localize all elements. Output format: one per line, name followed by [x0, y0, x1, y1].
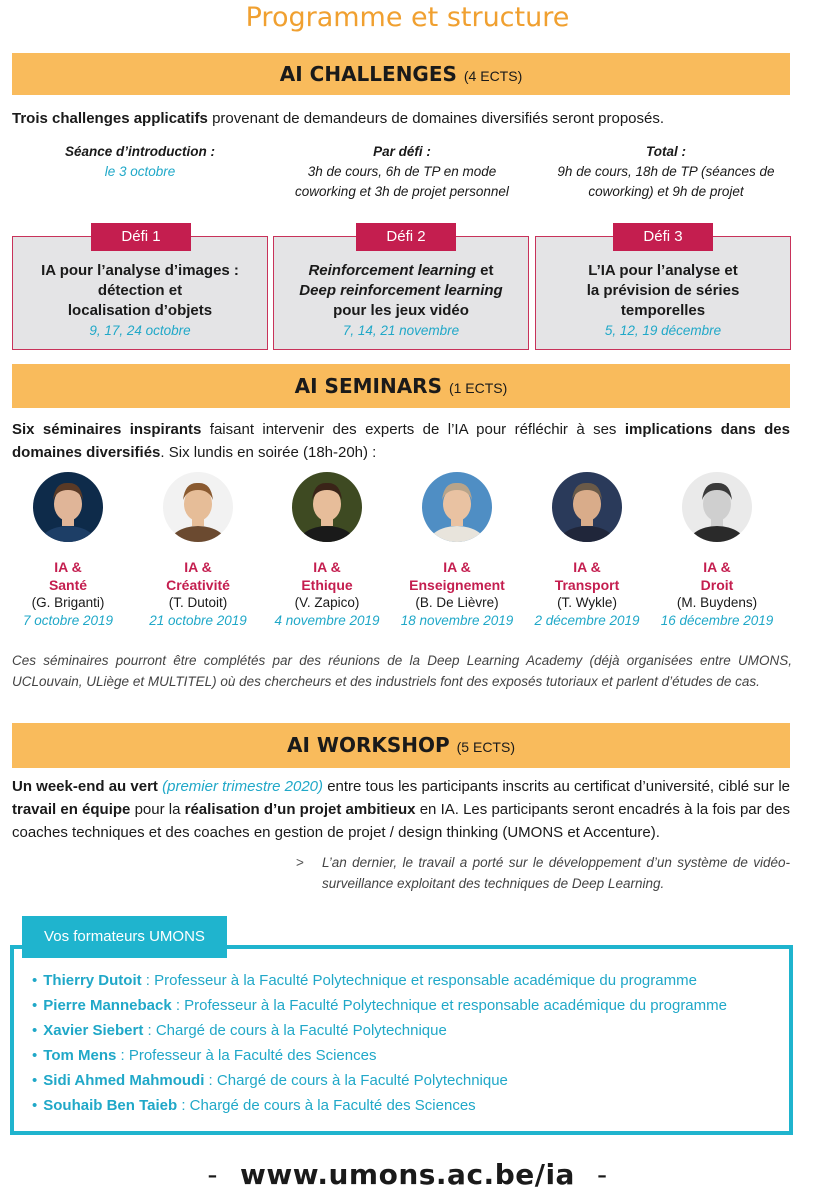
speaker-name: (B. De Lièvre) — [415, 595, 499, 610]
speaker-card — [262, 472, 392, 630]
speaker-date: 2 décembre 2019 — [534, 613, 640, 628]
challenges-title: AI CHALLENGES — [279, 62, 457, 86]
seminars-intro — [12, 418, 790, 464]
bullet-icon: • — [32, 1022, 38, 1039]
trainer-role: : Chargé de cours à la Faculté Polytechnique — [143, 1022, 447, 1039]
trainer-item — [32, 968, 792, 993]
workshop-title: AI WORKSHOP — [287, 733, 450, 757]
speaker-date: 16 décembre 2019 — [660, 613, 774, 628]
challenges-intro — [12, 107, 790, 130]
defi-title-line — [280, 261, 522, 281]
speaker-photo — [292, 472, 362, 542]
defi-2-title — [280, 261, 522, 321]
footer-url[interactable]: www.umons.ac.be/ia — [240, 1158, 575, 1191]
speaker-topic-line: IA & — [573, 559, 601, 575]
defi-3-title — [542, 261, 784, 321]
info-line: 3h de cours, 6h de TP en mode — [307, 164, 497, 179]
speaker-card — [652, 472, 782, 630]
defi-2-title-plain-1: et — [476, 262, 494, 279]
workshop-mid-1: entre tous les participants inscrits au certificat d’université, ciblé sur le — [323, 778, 790, 795]
workshop-mid-2: pour la — [130, 801, 185, 818]
trainer-name: Xavier Siebert — [43, 1022, 144, 1039]
info-line: le 3 octobre — [104, 164, 176, 179]
speaker-photo — [422, 472, 492, 542]
speaker-date: 7 octobre 2019 — [22, 613, 114, 628]
speaker-topic-line: IA & — [184, 559, 212, 575]
defi-3-box — [535, 236, 791, 350]
speaker-topic: Droit — [700, 577, 734, 593]
info-total — [541, 142, 791, 202]
info-heading: Par défi : — [373, 144, 431, 159]
bullet-icon: • — [32, 997, 38, 1014]
defi-2-title-italic-2: Deep reinforcement learning — [299, 282, 503, 299]
info-line: coworking et 3h de projet personnel — [295, 184, 509, 199]
footer-dash-left: - — [207, 1158, 219, 1191]
trainers-title: Vos formateurs UMONS — [22, 916, 227, 958]
speaker-photo — [682, 472, 752, 542]
speaker-date: 4 novembre 2019 — [274, 613, 380, 628]
trainer-item — [32, 1018, 792, 1043]
seminars-intro-end: . Six lundis en soirée (18h-20h) : — [160, 444, 377, 461]
speaker-topic: Enseignement — [409, 577, 505, 593]
info-heading: Séance d’introduction : — [64, 144, 215, 159]
bullet-icon: • — [32, 972, 38, 989]
seminars-intro-bold-1: Six séminaires inspirants — [12, 421, 202, 438]
defi-3-dates: 5, 12, 19 décembre — [604, 323, 722, 338]
speaker-name: (V. Zapico) — [294, 595, 360, 610]
chevron-right-icon: > — [296, 855, 304, 870]
defi-2-box — [273, 236, 529, 350]
page-title: Programme et structure — [245, 2, 570, 33]
challenges-section-bar — [12, 53, 790, 95]
speaker-topic: Santé — [48, 577, 88, 593]
info-line: 9h de cours, 18h de TP (séances de — [557, 164, 775, 179]
speaker-name: (G. Briganti) — [31, 595, 105, 610]
trainer-item — [32, 1043, 792, 1068]
seminars-ects: (1 ECTS) — [448, 380, 508, 396]
trainer-role: : Professeur à la Faculté Polytechnique et responsable académique du programme — [141, 972, 697, 989]
seminars-intro-mid: faisant intervenir des experts de l’IA pour réfléchir à ses — [201, 421, 625, 438]
speaker-card — [522, 472, 652, 630]
speaker-photo — [33, 472, 103, 542]
info-per-defi — [277, 142, 527, 202]
speaker-photo — [552, 472, 622, 542]
challenges-ects: (4 ECTS) — [463, 68, 523, 84]
bullet-icon: • — [32, 1097, 38, 1114]
trainer-role: : Chargé de cours à la Faculté des Sciences — [177, 1097, 476, 1114]
defi-title-line: L’IA pour l’analyse et — [588, 262, 738, 279]
bullet-icon: • — [32, 1047, 38, 1064]
trainer-item — [32, 993, 792, 1018]
defi-title-line: détection et — [97, 282, 183, 299]
trainer-name: Souhaib Ben Taieb — [43, 1097, 178, 1114]
speaker-name: (M. Buydens) — [676, 595, 758, 610]
defi-2-tag: Défi 2 — [356, 223, 456, 251]
workshop-note: L’an dernier, le travail a porté sur le développement d’un système de vidéo-surveillance exploitant des techniques de Deep Learning. — [322, 855, 790, 891]
defi-2-dates: 7, 14, 21 novembre — [342, 323, 460, 338]
workshop-bold-3: réalisation d’un projet ambitieux — [184, 801, 416, 818]
trainer-name: Pierre Manneback — [43, 997, 172, 1014]
defi-title-line: localisation d’objets — [67, 302, 213, 319]
speaker-topic-line: IA & — [313, 559, 341, 575]
trainer-item — [32, 1093, 792, 1118]
workshop-period: (premier trimestre 2020) — [162, 778, 324, 795]
defi-title-line: la prévision de séries — [586, 282, 740, 299]
footer — [0, 1158, 815, 1191]
speaker-topic-line: IA & — [54, 559, 82, 575]
trainer-role: : Chargé de cours à la Faculté Polytechnique — [204, 1072, 508, 1089]
workshop-note-block — [296, 852, 790, 894]
seminars-section-bar — [12, 364, 790, 408]
speaker-name: (T. Dutoit) — [168, 595, 228, 610]
footer-dash-right: - — [596, 1158, 608, 1191]
defi-title-line: pour les jeux vidéo — [333, 302, 469, 319]
trainer-role: : Professeur à la Faculté Polytechnique et responsable académique du programme — [171, 997, 727, 1014]
workshop-bold-2: travail en équipe — [12, 801, 131, 818]
speaker-card — [392, 472, 522, 630]
defi-1-dates: 9, 17, 24 octobre — [89, 323, 191, 338]
workshop-bold-1: Un week-end au vert — [12, 778, 158, 795]
speaker-topic: Ethique — [301, 577, 353, 593]
info-line: coworking) et 9h de projet — [588, 184, 744, 199]
workshop-section-bar — [12, 723, 790, 768]
defi-1-title — [19, 261, 261, 321]
info-intro-session — [15, 142, 265, 182]
defi-title-line: temporelles — [620, 302, 706, 319]
speaker-card — [3, 472, 133, 630]
workshop-ects: (5 ECTS) — [456, 739, 515, 755]
trainer-name: Sidi Ahmed Mahmoudi — [43, 1072, 205, 1089]
trainer-role: : Professeur à la Faculté des Sciences — [116, 1047, 377, 1064]
speaker-photo — [163, 472, 233, 542]
trainer-name: Tom Mens — [43, 1047, 117, 1064]
seminars-note: Ces séminaires pourront être complétés par des réunions de la Deep Learning Academy (déjà organisées entre UMONS, UCLouvain, ULiège et MULTITEL) où des chercheurs et des industriels font des exposés tutoriaux et parlent d’études de cas. — [12, 653, 792, 689]
defi-1-box — [12, 236, 268, 350]
speaker-date: 18 novembre 2019 — [400, 613, 514, 628]
workshop-paragraph — [12, 775, 790, 844]
speaker-topic-line: IA & — [703, 559, 731, 575]
trainer-name: Thierry Dutoit — [43, 972, 142, 989]
speaker-name: (T. Wykle) — [557, 595, 617, 610]
speaker-card — [133, 472, 263, 630]
challenges-intro-rest: provenant de demandeurs de domaines diversifiés seront proposés. — [207, 110, 665, 127]
seminars-title: AI SEMINARS — [294, 374, 442, 398]
trainers-list — [32, 968, 792, 1118]
info-heading: Total : — [646, 144, 686, 159]
defi-2-title-italic-1: Reinforcement learning — [308, 262, 477, 279]
speaker-topic: Transport — [554, 577, 620, 593]
workshop-end: en IA. Les participants seront encadrés à la fois par des coaches techniques et des coaches en gestion de projet / design thinking (UMONS et Accenture). — [12, 801, 790, 841]
speaker-date: 21 octobre 2019 — [149, 613, 247, 628]
challenges-intro-bold: Trois challenges applicatifs — [12, 110, 208, 127]
speaker-topic: Créativité — [166, 577, 230, 593]
bullet-icon: • — [32, 1072, 38, 1089]
trainer-item — [32, 1068, 792, 1093]
defi-3-tag: Défi 3 — [613, 223, 713, 251]
speaker-topic-line: IA & — [443, 559, 471, 575]
defi-title-line: IA pour l’analyse d’images : — [41, 262, 239, 279]
seminars-intro-bold-2: implications dans des domaines diversifiés — [12, 421, 790, 461]
defi-1-tag: Défi 1 — [91, 223, 191, 251]
